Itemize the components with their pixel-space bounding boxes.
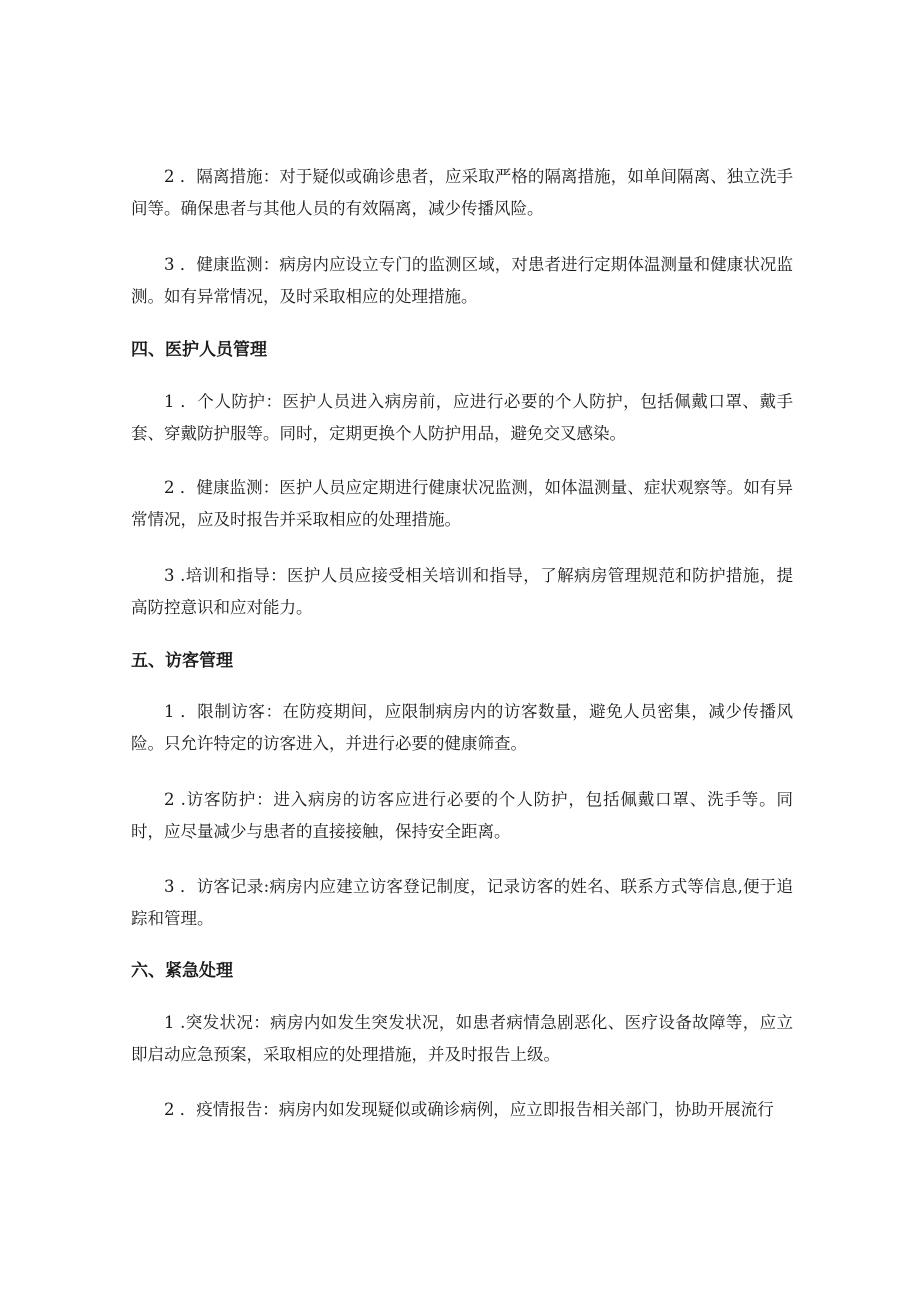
paragraph-patient-health-monitoring: 3 ．健康监测：病房内应设立专门的监测区域，对患者进行定期体温测量和健康状况监测。如有异常情况，及时采取相应的处理措施。	[131, 255, 793, 306]
paragraph-epidemic-report: 2 ．疫情报告：病房内如发现疑似或确诊病例，应立即报告相关部门，协助开展流行	[164, 1100, 774, 1119]
paragraph-visitor-protection: 2 .访客防护：进入病房的访客应进行必要的个人防护，包括佩戴口罩、洗手等。同时，应尽量减少与患者的直接接触，保持安全距离。	[131, 790, 793, 841]
paragraph-emergency-situations: 1 .突发状况：病房内如发生突发状况，如患者病情急剧恶化、医疗设备故障等，应立即启动应急预案，采取相应的处理措施，并及时报告上级。	[131, 1013, 793, 1064]
paragraph-limit-visitors: 1 ．限制访客：在防疫期间，应限制病房内的访客数量，避免人员密集，减少传播风险。只允许特定的访客进入，并进行必要的健康筛查。	[131, 702, 793, 753]
paragraph-personal-protection: 1 ．个人防护：医护人员进入病房前，应进行必要的个人防护，包括佩戴口罩、戴手套、穿戴防护服等。同时，定期更换个人防护用品，避免交叉感染。	[131, 392, 793, 443]
paragraph-training-guidance: 3 .培训和指导：医护人员应接受相关培训和指导，了解病房管理规范和防护措施，提高防控意识和应对能力。	[131, 566, 793, 617]
paragraph-staff-health-monitoring: 2 ．健康监测：医护人员应定期进行健康状况监测，如体温测量、症状观察等。如有异常情况，应及时报告并采取相应的处理措施。	[131, 478, 793, 529]
section-heading-emergency-handling: 六、紧急处理	[131, 961, 233, 981]
section-heading-visitor-management: 五、访客管理	[131, 651, 233, 671]
section-heading-staff-management: 四、医护人员管理	[131, 340, 267, 360]
paragraph-isolation-measures: 2 ．隔离措施：对于疑似或确诊患者，应采取严格的隔离措施，如单间隔离、独立洗手间等。确保患者与其他人员的有效隔离，减少传播风险。	[131, 167, 793, 218]
paragraph-visitor-records: 3 ．访客记录:病房内应建立访客登记制度，记录访客的姓名、联系方式等信息,便于追踪和管理。	[131, 877, 793, 928]
